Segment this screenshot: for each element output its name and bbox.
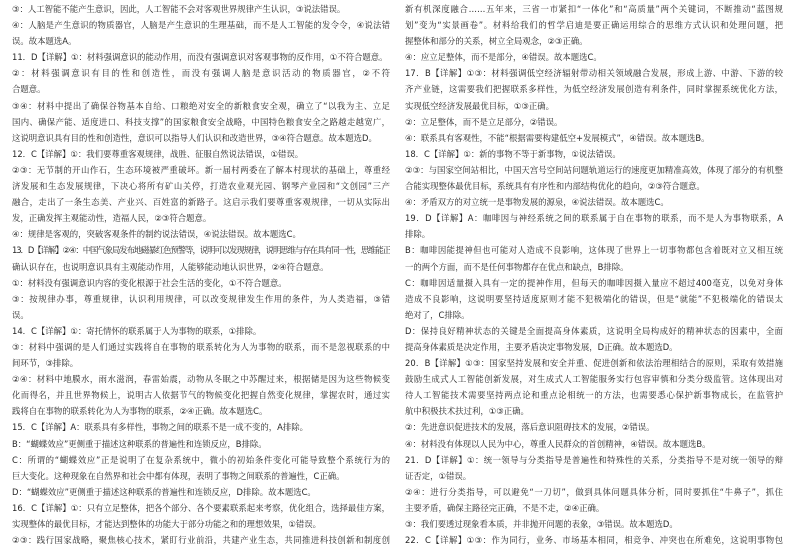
answer-paragraph	[405, 146, 783, 162]
answer-line: ②③：践行国家战略，聚焦核心技术，紧盯行业前沿，共建产业生态，共同推进科技创新和制度创	[12, 535, 390, 546]
answer-line: 误。故本题选A。	[12, 36, 77, 47]
answer-paragraph	[405, 419, 783, 435]
answer-line: 18．C【详解】①：新的事物不等于新事物，①说法错误。	[405, 148, 621, 159]
answer-paragraph	[12, 419, 390, 435]
answer-line: 16．C【详解】①：只有立足整体，把各个部分、各个要素联系起来考察，优化组合，选择最佳方案，	[12, 502, 390, 513]
answer-line: 确认识存在，也说明意识具有主观能动作用，人能够能动地认识世界，②④符合题意。	[12, 261, 329, 272]
answer-line: ④：联系具有客观性，不能“根据需要构建低空+发展模式”，④错误。故本题选B。	[405, 132, 710, 143]
answer-paragraph	[12, 1, 390, 17]
answer-line: ④：材料没有体现以人民为中心，尊重人民群众的首创精神，④错误。故本题选B。	[405, 438, 711, 449]
answer-paragraph	[405, 275, 783, 323]
answer-line: 合题意。	[12, 84, 46, 95]
answer-line: 间环节，③排除。	[12, 358, 79, 369]
answer-paragraph	[12, 291, 390, 323]
answer-line: ③：按规律办事，尊重规律，认识利用规律，可以改变规律发生作用的条件，为人类造福，③错	[12, 293, 390, 304]
answer-line: 排除。	[405, 229, 431, 240]
answer-line: C：咖啡因适量摄入具有一定的提神作用，但每天的咖啡因摄入量应不超过400毫克，以免对身体	[405, 277, 783, 288]
answer-paragraph	[405, 355, 783, 419]
answer-line: 这说明意识具有目的性和创造性，意识可以指导人们认识和改造世界，③④符合题意。故本题选D。	[12, 132, 377, 143]
answer-paragraph	[405, 436, 783, 452]
answer-line: ④：应立足整体，而不是部分，④错误。故本题选C。	[405, 52, 602, 63]
answer-paragraph	[12, 146, 390, 162]
answer-line: ④：矛盾双方的对立统一是事物发展的源泉，④说法错误。故本题选C。	[405, 197, 669, 208]
answer-paragraph	[405, 210, 783, 242]
answer-line: ②③：与国家空间站相比，中国天宫号空间站问题轨道运行的速度更加精准高效，体现了部分的有机整	[405, 164, 783, 175]
answer-paragraph	[405, 130, 783, 146]
answer-line: 13．D【详解】②④：中国气象局发布地磁暴红色预警等，说明可以发现规律，说明思维与存在具有同一性，思维能正	[12, 245, 390, 256]
answer-line: ③：我们要透过现象看本质，并非抛开问题的表象，③错误。故本题选D。	[405, 519, 678, 529]
answer-paragraph	[12, 323, 390, 339]
answer-paragraph	[405, 162, 783, 194]
answer-paragraph	[12, 339, 390, 371]
answer-line: 齐产业链，这需要我们把握联系多样性，为低空经济发展创造有利条件，同时掌握系统优化方法，	[405, 84, 783, 95]
left-column	[12, 1, 390, 551]
answer-line: B：“蝴蝶效应”更侧重于描述这种联系的普遍性和连锁反应，B排除。	[12, 438, 267, 449]
answer-paragraph	[405, 49, 783, 65]
answer-line: ③：人工智能不能产生意识，因此，人工智能不会对客观世界规律产生认识，③说法错误。	[12, 4, 346, 14]
answer-line: 鼓励生成式人工智能创新发展，对生成式人工智能服务实行包容审慎和分类分级监管。这体现出对	[405, 374, 783, 385]
answer-line: 巨大变化。这种现象在自然界和社会中都有体现，表明了事物之间联系的普遍性，C正确。	[12, 470, 345, 481]
answer-line: 化而得名，并且世界物候上，说明古人依据节气的物候变化把握自然变化规律，掌握农时，通过实	[12, 390, 390, 401]
answer-line: 划”变为“实景画卷”。材料给我们的哲学启迪是要正确运用综合的思维方式认识和处理问题，把	[405, 20, 783, 31]
answer-line: ③：材料中强调的是人们通过实践将自在事物的联系转化为人为事物的联系，而不是忽视联系的中	[12, 341, 390, 352]
answer-paragraph	[405, 532, 783, 548]
answer-line: 济发展和生态发展规律，下决心将所有矿山关停，打造农业观光园、钢琴产业园和“文创园”三产	[12, 181, 390, 192]
answer-line: ③④：材料中提出了确保谷物基本自给、口粮绝对安全的新粮食安全观，确立了“以我为主、立足	[12, 100, 390, 111]
answer-line: 新有机深度融合……五年来，三省一市紧扣“一体化”和“高质量”两个关键词，不断推动“蓝图规	[405, 4, 783, 14]
answer-paragraph	[12, 242, 390, 274]
answer-paragraph	[405, 242, 783, 274]
answer-paragraph	[12, 436, 390, 452]
answer-line: 航中积极扶术扶过利，①③正确。	[405, 406, 529, 417]
answer-paragraph	[405, 194, 783, 210]
answer-line: 17．B【详解】①③：材料强调低空经济辐射带动相关领域融合发展，形成上游、中游、下游的较	[405, 68, 783, 79]
answer-paragraph	[405, 484, 783, 516]
answer-line: 11．D【详解】①：材料强调意识的能动作用，而没有强调意识对客观事物的反作用，①不符合题意。	[12, 52, 388, 63]
answer-paragraph	[405, 1, 783, 49]
answer-paragraph	[12, 226, 390, 242]
answer-line: 证否定，①错误。	[405, 470, 472, 481]
right-column	[405, 1, 783, 551]
answer-paragraph	[12, 49, 390, 65]
answer-line: ④：人脑是产生意识的物质器官，人脑是产生意识的生理基础，而不是人工智能的发令令，④说法错	[12, 20, 390, 31]
answer-line: 19．D【详解】A：咖啡因与神经系统之间的联系属于自在事物的联系，而不是人为事物联系，A	[405, 213, 783, 224]
answer-line: 12．C【详解】①：我们要尊重客观规律，战胜、征服自然说法错误，①错误。	[12, 148, 304, 159]
answer-line: 14．C【详解】①：寄托情怀的联系属于人为事物的联系，①排除。	[12, 325, 262, 336]
answer-line: B：咖啡因能提神但也可能对人造成不良影响，这体现了世界上一切事物都包含着既对立又相互统	[405, 245, 783, 256]
answer-line: 主要矛盾，确保主路径完正确，不是不走，②④正确。	[405, 502, 605, 513]
answer-paragraph	[12, 371, 390, 419]
answer-paragraph	[405, 114, 783, 130]
answer-line: 15．C【详解】A：联系具有多样性，事物之间的联系不是一成不变的，A排除。	[12, 422, 308, 433]
answer-paragraph	[12, 500, 390, 532]
answer-line: 绝对了，C排除。	[405, 309, 470, 320]
answer-paragraph	[405, 65, 783, 113]
answer-line: ②：先进意识促进技术的发展，落后意识阻碍技术的发展，②错误。	[405, 422, 655, 433]
answer-paragraph	[12, 98, 390, 146]
answer-line: 实现整体的最优目标，才能达到整体的功能大于部分功能之和的理想效果，①错误。	[12, 519, 322, 529]
answer-line: ①：材料没有强调意识内容的变化根源于社会生活的变化，①不符合题意。	[12, 277, 287, 288]
answer-line: 提高身体素质是决定作用，主要矛盾决定事物发展，D正确。故本题选D。	[405, 341, 678, 352]
answer-paragraph	[405, 516, 783, 532]
answer-line: 融合，走出了一条生态美、产业兴、百姓富的新路子。这启示我们要尊重客观规律，一切从实际出	[12, 197, 390, 208]
answer-line: D：保持良好精神状态的关键是全面提高身体素质，这说明全局构成好的精神状态的因素中，全面	[405, 325, 783, 336]
answer-paragraph	[12, 275, 390, 291]
answer-line: 20．B【详解】①③：国家坚持发展和安全并重、促进创新和依法治理相结合的原则，采取有效措施	[405, 358, 783, 369]
answer-line: C：所谓的“蝴蝶效应”正是说明了在复杂系统中，微小的初始条件变化可能导致整个系统行为的	[12, 454, 390, 465]
answer-paragraph	[12, 484, 390, 500]
answer-line: 发，正确发挥主观能动性，造福人民，②③符合题意。	[12, 213, 212, 224]
answer-line: 待人工智能技术需要坚持两点论和重点论相统一的方法，也需要悉心保护新事物成长，在监管护	[405, 390, 783, 401]
answer-line: ②：材料强调意识有目的性和创造性，而没有强调人脑是意识活动的物质器官，②不符	[12, 68, 390, 79]
answer-line: 握整体和部分的关系，树立全局观念，②③正确。	[405, 36, 588, 47]
answer-line: 国内、确保产能、适度进口、科技支撑”的国家粮食安全战略，中国特色粮食安全之路越走越宽广，	[12, 116, 390, 127]
answer-line: 造成不良影响，这说明要坚持适度原则才能不犯极端化的错误，但是“就能”不犯极端化的错误太	[405, 293, 783, 304]
answer-paragraph	[12, 162, 390, 226]
answer-line: 实现低空经济发展最优目标，①③正确。	[405, 100, 555, 111]
answer-line: ②：立足整体，而不是立足部分，②错误。	[405, 116, 563, 127]
answer-line: 误。	[12, 309, 29, 320]
answer-paragraph	[405, 323, 783, 355]
answer-line: 践将自在事物的联系转化为人为事物的联系，②④正确。故本题选C。	[12, 406, 268, 417]
answer-paragraph	[12, 17, 390, 49]
answer-line: ④：规律是客观的，突破客观条件的制约说法错误，④说法错误。故本题选C。	[12, 229, 301, 240]
answer-line: D：“蝴蝶效应”更侧重于描述这种联系的普遍性和连锁反应，D排除。故本题选C。	[12, 486, 316, 497]
answer-line: ②③：无节制的开山作石，生态环境被严重破坏。新一届村两委在了解本村现状的基础上，尊重经	[12, 164, 390, 175]
answer-paragraph	[12, 532, 390, 548]
answer-line: 一的两个方面，而不是任何事物都存在优点和缺点，B排除。	[405, 261, 629, 272]
answer-paragraph	[405, 452, 783, 484]
answer-line: 21．D【详解】①：统一领导与分类指导是普遍性和特殊性的关系，分类指导不是对统一领导的辩	[405, 454, 783, 465]
answer-paragraph	[12, 65, 390, 97]
answer-line: 22．C【详解】①③：作为同行，业务、市场基本相同，相竞争、冲突也在所难免，这说明事物包	[405, 535, 783, 546]
answer-line: 合能实现整体最优目标，系统具有有序性和内部结构优化的趋向，②③符合题意。	[405, 181, 705, 192]
answer-line: ②④：进行分类指导，可以避免“一刀切”，做到具体问题具体分析，同时要抓住“牛鼻子”，抓住	[405, 486, 783, 497]
answer-paragraph	[12, 452, 390, 484]
answer-line: ②④：材料中地膜水，雨水滋润，春雷始震，动物从冬眠之中苏醒过来，根据储是因为这些物候变	[12, 374, 390, 385]
